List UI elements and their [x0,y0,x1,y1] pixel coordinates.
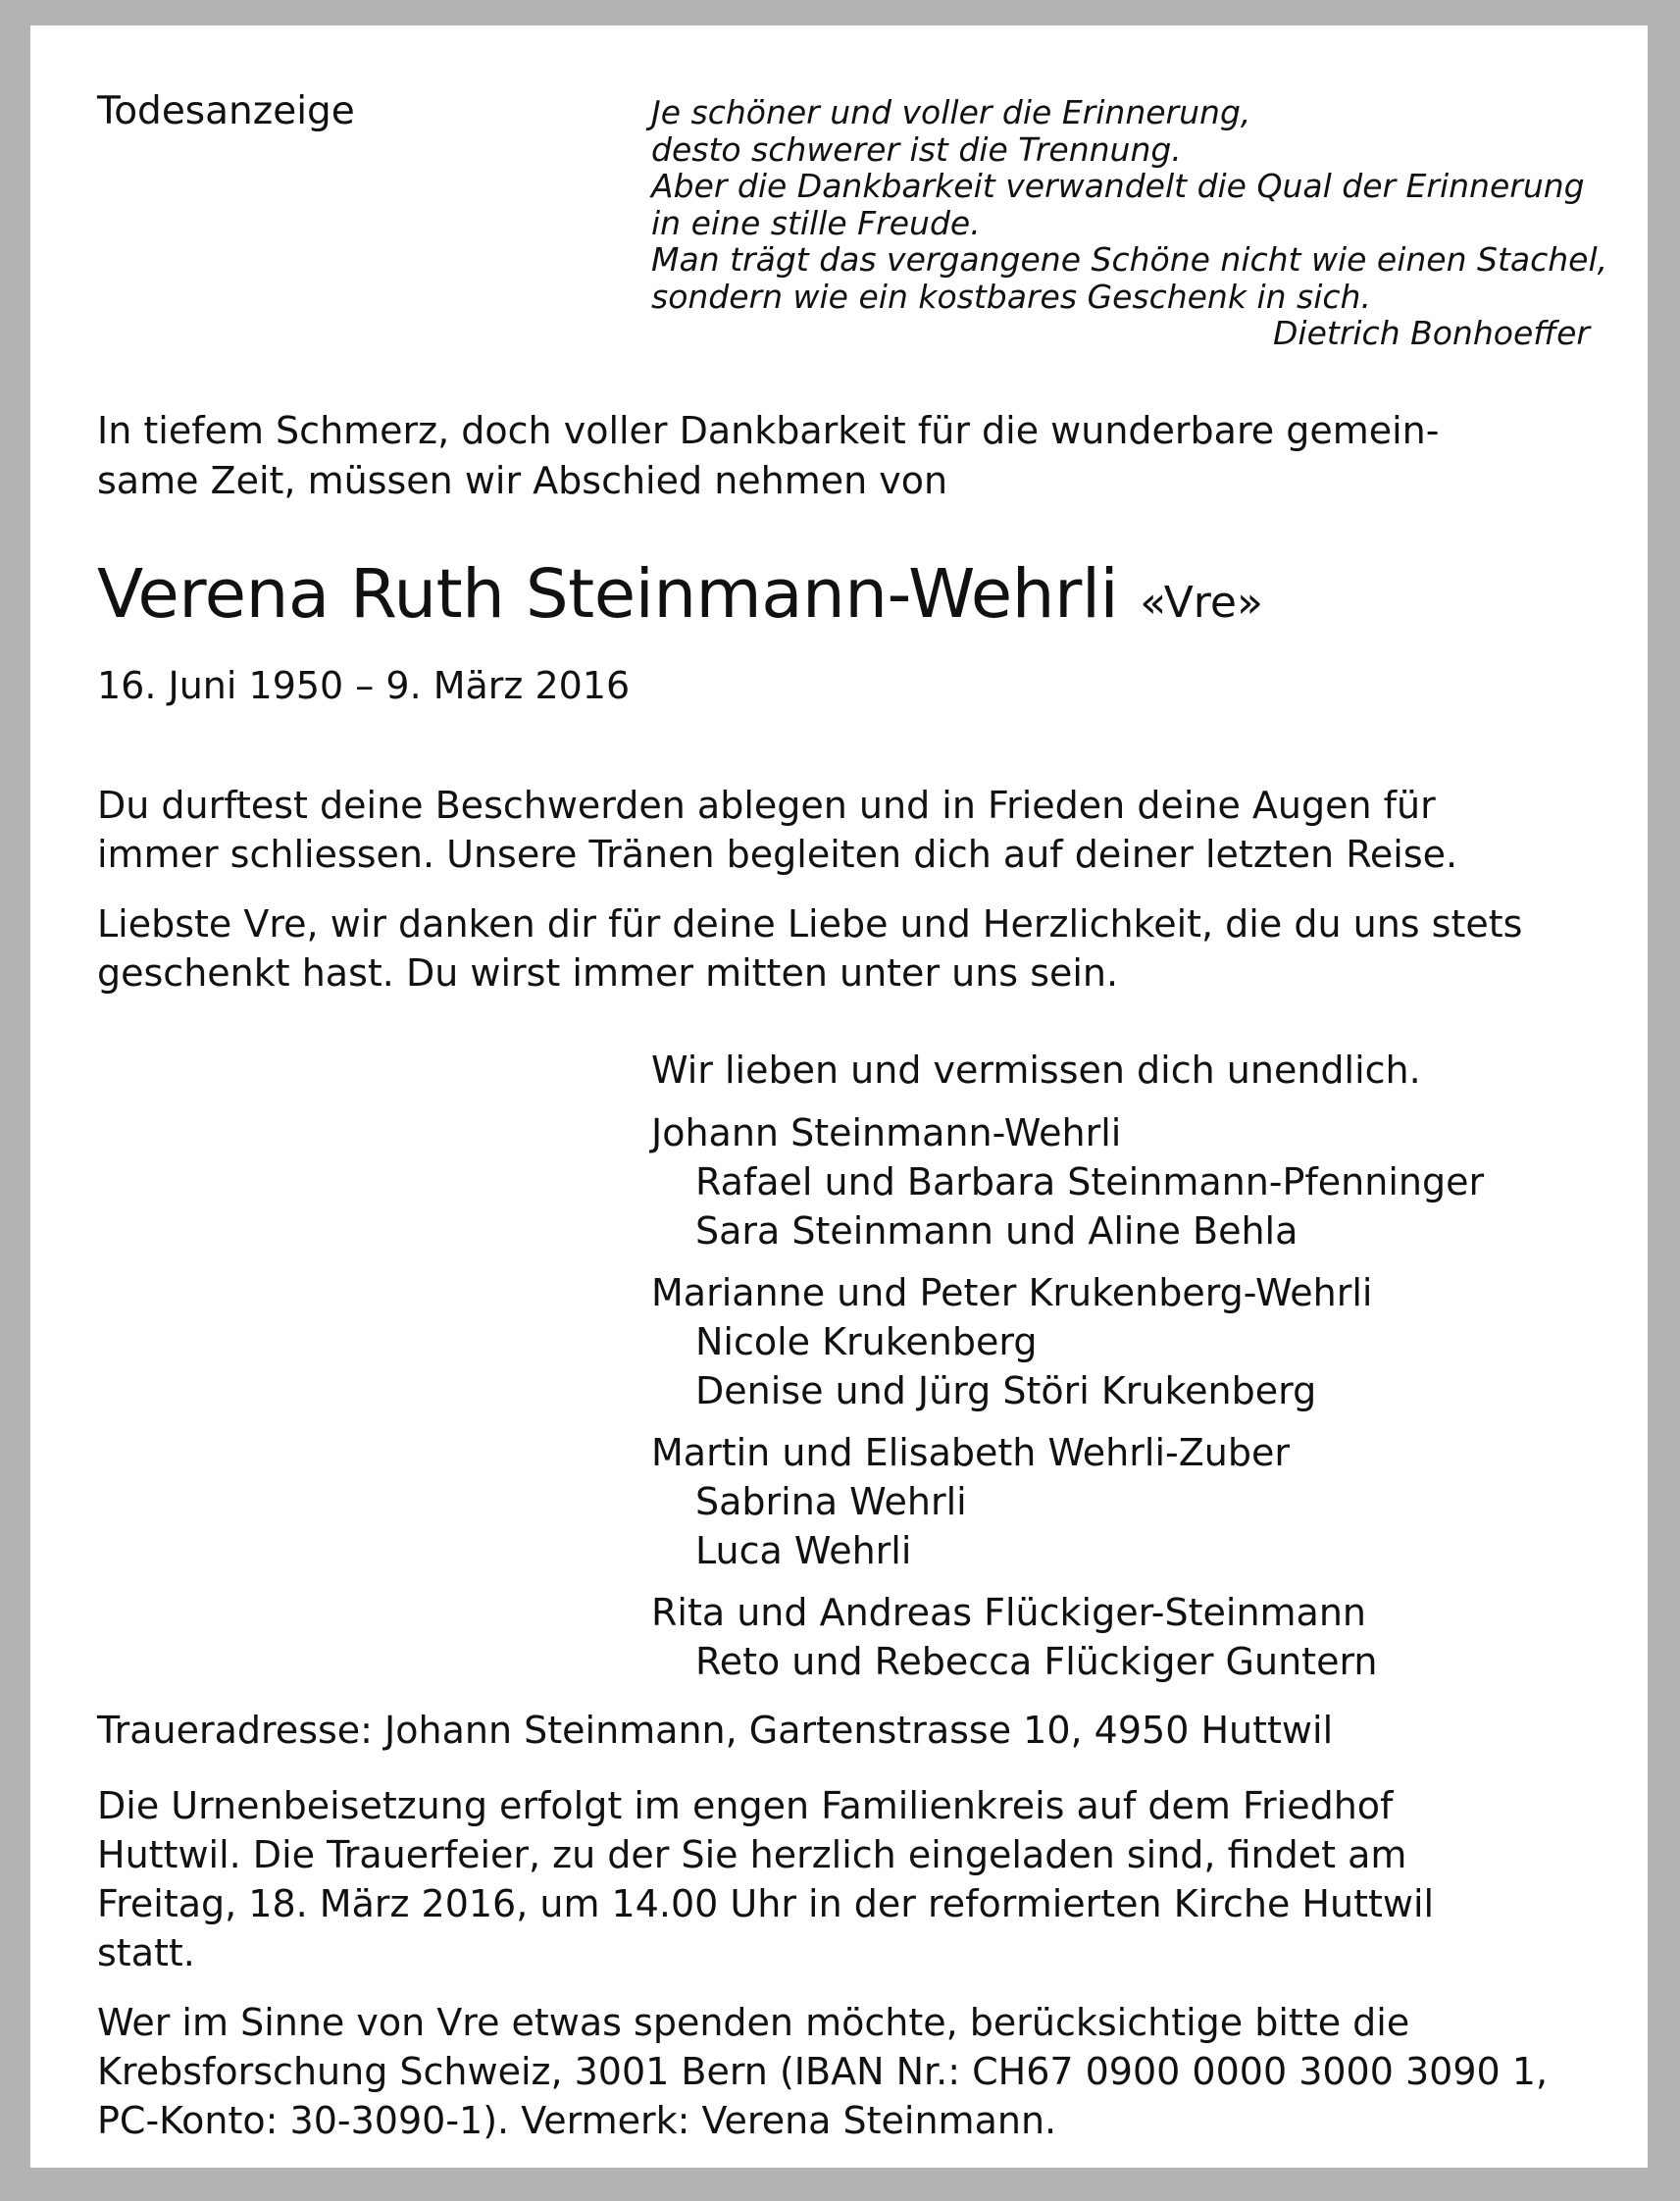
family-heading: Wir lieben und vermissen dich unendlich. [651,1049,1421,1092]
family-group [651,1108,1612,1255]
quote-line: in eine stille Freude. [651,203,981,242]
paragraph-line: PC-Konto: 30-3090-1). Vermerk: Verena Steinmann. [97,2099,1057,2142]
family-group [651,1428,1612,1575]
deceased-nickname: «Vre» [1140,578,1263,628]
family-member: Martin und Elisabeth Wehrli-Zuber [651,1431,1290,1474]
paragraph-line: Die Urnenbeisetzung erfolgt im engen Familienkreis auf dem Friedhof [97,1784,1394,1827]
donation-paragraph [97,1998,1607,2145]
paragraph-line: Liebste Vre, wir danken dir für deine Liebe und Herzlichkeit, die du uns stets [97,902,1523,946]
family-child: Luca Wehrli [695,1529,912,1572]
paragraph-line: Krebsforschung Schweiz, 3001 Bern (IBAN Nr.: CH67 0900 0000 3000 3090 1, [97,2050,1549,2093]
quote-line: Aber die Dankbarkeit verwandelt die Qual der Erinnerung [651,167,1585,205]
quote-line: Man trägt das vergangene Schöne nicht wie einen Stachel, [651,240,1608,279]
thanks-paragraph [97,899,1607,998]
intro-line: same Zeit, müssen wir Abschied nehmen von [97,459,948,502]
paragraph-line: Wer im Sinne von Vre etwas spenden möchte, berücksichtige bitte die [97,2001,1410,2044]
family-child: Rafael und Barbara Steinmann-Pfenninger [695,1160,1485,1203]
family-group [651,1588,1612,1686]
family-group [651,1268,1612,1415]
paragraph-line: immer schliessen. Unsere Tränen begleiten dich auf deiner letzten Reise. [97,833,1458,876]
quote-line: desto schwerer ist die Trennung. [651,129,1182,169]
family-child: Sabrina Wehrli [695,1480,967,1523]
quote-line: sondern wie ein kostbares Geschenk in sich. [651,277,1371,316]
family-member: Rita und Andreas Flückiger-Steinmann [651,1591,1366,1634]
paragraph-line: geschenkt hast. Du wirst immer mitten unter uns sein. [97,951,1119,995]
family-child: Sara Steinmann und Aline Behla [695,1209,1298,1253]
mourning-address: Traueradresse: Johann Steinmann, Gartenstrasse 10, 4950 Huttwil [97,1709,1334,1752]
death-notice [30,26,1648,2168]
quote-block [651,94,1612,352]
notice-label: Todesanzeige [97,89,355,133]
farewell-paragraph [97,781,1607,879]
family-child: Nicole Krukenberg [695,1320,1038,1363]
paragraph-line: Huttwil. Die Trauerfeier, zu der Sie herzlich eingeladen sind, findet am [97,1833,1407,1876]
intro-text [97,406,1588,506]
quote-line: Je schöner und voller die Erinnerung, [651,93,1251,131]
intro-line: In tiefem Schmerz, doch voller Dankbarkeit für die wunderbare gemein- [97,409,1440,452]
paragraph-line: Du durftest deine Beschwerden ablegen und in Frieden deine Augen für [97,784,1436,827]
family-list [651,1046,1612,1699]
family-child: Reto und Rebecca Flückiger Guntern [695,1640,1378,1683]
life-dates: 16. Juni 1950 – 9. März 2016 [97,664,631,707]
family-member: Marianne und Peter Krukenberg-Wehrli [651,1271,1373,1314]
paragraph-line: statt. [97,1931,195,1974]
family-member: Johann Steinmann-Wehrli [651,1111,1122,1154]
ceremony-paragraph [97,1781,1607,1977]
family-child: Denise und Jürg Störi Krukenberg [695,1369,1317,1412]
quote-author: Dietrich Bonhoeffer [1273,314,1590,352]
deceased-name: Verena Ruth Steinmann-Wehrli [97,555,1119,634]
paragraph-line: Freitag, 18. März 2016, um 14.00 Uhr in der reformierten Kirche Huttwil [97,1882,1435,1925]
deceased-name-row [97,552,1263,645]
